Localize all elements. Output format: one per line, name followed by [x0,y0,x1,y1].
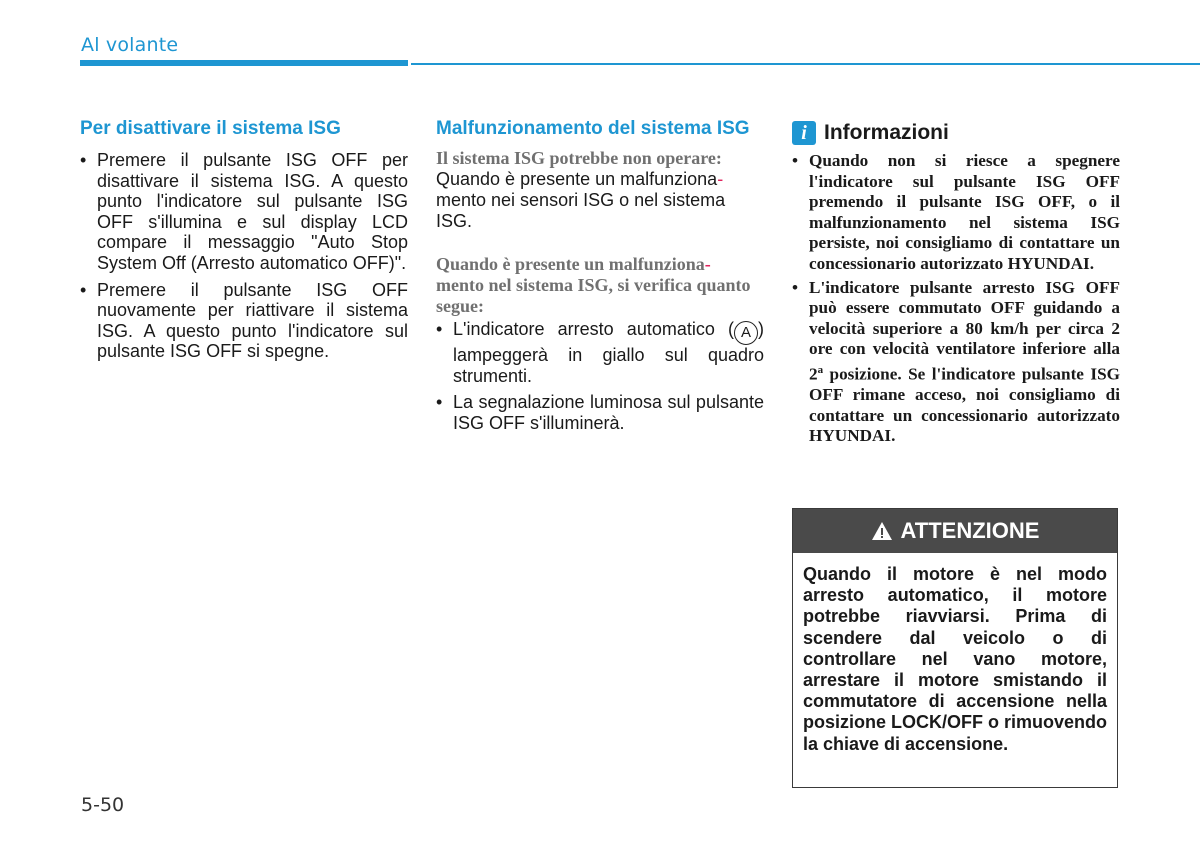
heading-isg-malfunction: Malfunzionamento del sistema ISG [436,118,750,139]
header-rule-thick [80,60,408,66]
warning-header [793,509,1117,553]
page-number: 5-50 [81,794,125,816]
column-isg-malfunction [436,118,764,439]
information-box [792,121,1120,450]
information-header [792,121,1120,145]
warning-text: Quando il motore è nel modo arresto automatico, il motore potrebbe riavviarsi. Prima di scendere dal veicolo o di controllare nel vano motore, arrestare il motore smistando il commutatore di accensione nella posizione LOCK/OFF o rimuovendo la chiave di accensione. [803,564,1107,754]
paragraph-sensor-malfunction: Quando è presente un malfunziona- mento nei sensori ISG o nel sistema ISG. [436,169,726,231]
header-rule-thin [411,63,1200,65]
subheading-when-malfunction: Quando è presente un malfunziona- mento nel sistema ISG, si verifica quanto segue: [436,254,751,316]
section-title: Al volante [81,34,179,56]
warning-triangle-icon [871,521,893,541]
deactivate-steps-list [80,150,408,362]
heading-deactivate-isg: Per disattivare il sistema ISG [80,118,341,139]
warning-box [792,508,1118,788]
subheading-isg-not-operating: Il sistema ISG potrebbe non operare: [436,148,722,168]
information-title: Informazioni [824,121,949,144]
column-deactivate-isg [80,118,408,368]
malfunction-effects-list [436,319,764,433]
list-item: • La segnalazione luminosa sul pulsante ISG OFF s'illuminerà. [436,392,764,433]
list-item: • L'indicatore arresto automatico ( A ) lampeggerà in giallo sul quadro strumenti. [436,319,764,386]
list-item: • Premere il pulsante ISG OFF per disattivare il sistema ISG. A questo punto l'indicatore sul pulsante ISG OFF s'illumina e sul display LCD compare il messaggio "Auto Stop System Off (Arresto automatico OFF)". [80,150,408,274]
list-item: • Quando non si riesce a spegnere l'indicatore sul pulsante ISG OFF premendo il pulsante ISG OFF, o il malfunzionamento nel sistema ISG persiste, noi consigliamo di contattare un concessionario autorizzato HYUNDAI. [792,151,1120,275]
warning-title: ATTENZIONE [900,518,1040,543]
info-icon: i [792,121,816,145]
list-item: • Premere il pulsante ISG OFF nuovamente per riattivare il sistema ISG. A questo punto l'indicatore sul pulsante ISG OFF si spegne. [80,280,408,362]
information-list [792,151,1120,447]
auto-stop-indicator-icon: A [734,321,758,345]
list-item: • L'indicatore pulsante arresto ISG OFF può essere commutato OFF guidando a velocità superiore a 80 km/h per circa 2 ore con velocità ventilatore inferiore alla 2$^a$ posizione. Se l'indicatore pulsante ISG OFF rimane acceso, noi consigliamo di contattare un concessionario autorizzato HYUNDAI. [792,278,1120,447]
